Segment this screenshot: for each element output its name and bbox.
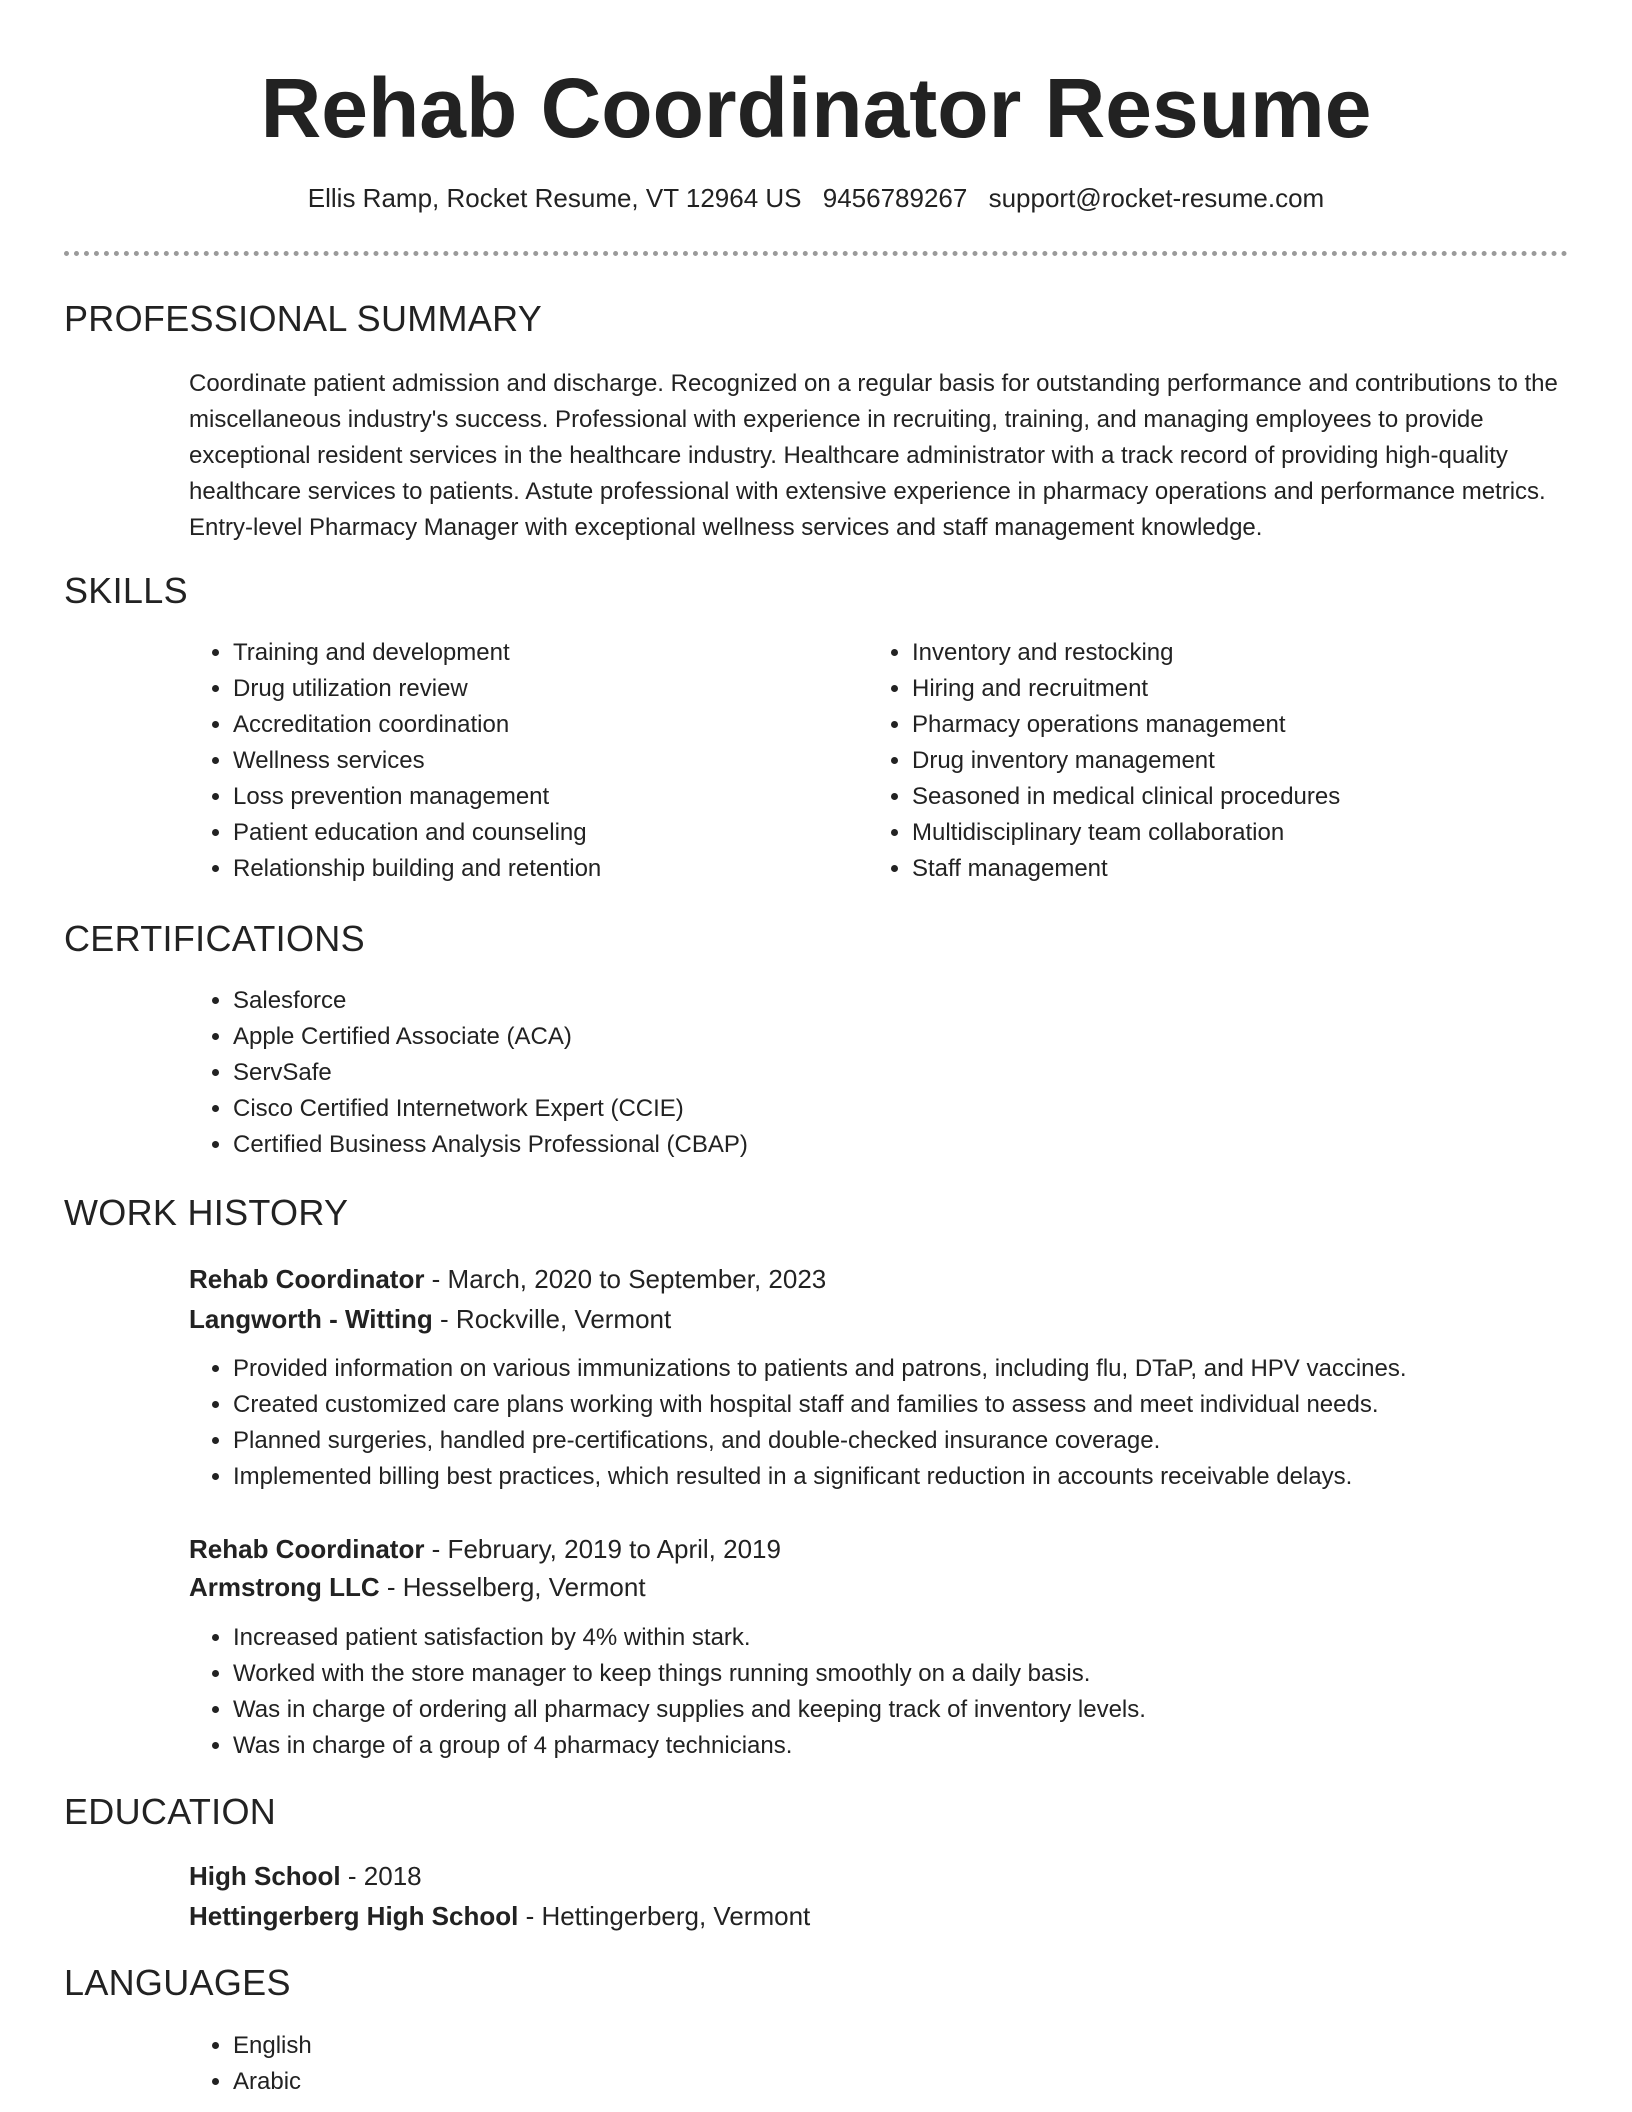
job-1-location: - Rockville, Vermont: [432, 1304, 672, 1334]
job-1-dates: - March, 2020 to September, 2023: [424, 1264, 827, 1294]
contact-phone: 9456789267: [822, 183, 968, 213]
list-item: • ServSafe: [233, 1055, 1533, 1091]
list-item: • Increased patient satisfaction by 4% within stark.: [233, 1620, 1613, 1656]
languages-list: [189, 2028, 833, 2100]
list-item: • Drug inventory management: [912, 743, 1592, 779]
list-item: • Training and development: [233, 635, 853, 671]
education-school-line: [189, 1897, 810, 1935]
job-2-dates: - February, 2019 to April, 2019: [424, 1534, 781, 1564]
job-1-company: Langworth - Witting: [189, 1304, 433, 1334]
list-item: • Cisco Certified Internetwork Expert (CCIE): [233, 1091, 1533, 1127]
skills-heading: SKILLS: [64, 570, 188, 611]
list-item: • Implemented billing best practices, which resulted in a significant reduction in accounts receivable delays.: [233, 1459, 1613, 1495]
job-2-company-line: [189, 1568, 646, 1606]
list-item: • Wellness services: [233, 743, 853, 779]
job-1-role: Rehab Coordinator: [189, 1264, 425, 1294]
languages-heading: LANGUAGES: [64, 1962, 291, 2003]
job-2-location: - Hesselberg, Vermont: [379, 1572, 646, 1602]
list-item: • Drug utilization review: [233, 671, 853, 707]
list-item: • Was in charge of a group of 4 pharmacy technicians.: [233, 1728, 1613, 1764]
list-item: • Worked with the store manager to keep things running smoothly on a daily basis.: [233, 1656, 1613, 1692]
list-item: • Patient education and counseling: [233, 815, 853, 851]
education-heading: EDUCATION: [64, 1791, 277, 1832]
list-item: • English: [233, 2028, 833, 2064]
list-item: • Pharmacy operations management: [912, 707, 1592, 743]
work-history-heading: WORK HISTORY: [64, 1192, 349, 1233]
resume-title: Rehab Coordinator Resume: [260, 61, 1372, 155]
certifications-heading: CERTIFICATIONS: [64, 918, 365, 959]
certifications-list: [189, 983, 1533, 1163]
list-item: • Created customized care plans working with hospital staff and families to assess and meet individual needs.: [233, 1387, 1613, 1423]
education-year: - 2018: [340, 1861, 422, 1891]
list-item: • Seasoned in medical clinical procedures: [912, 779, 1592, 815]
skills-list-right: [868, 635, 1592, 887]
summary-text: Coordinate patient admission and discharge. Recognized on a regular basis for outstanding performance and contributions to the miscellaneous industry's success. Professional with experience in recruiting, training, and managing employees to provide exceptional resident services in the healthcare industry. Healthcare administrator with a track record of providing high-quality healthcare services to patients. Astute professional with extensive experience in pharmacy operations and performance metrics. Entry-level Pharmacy Manager with exceptional wellness services and staff management knowledge.: [189, 370, 1558, 541]
skills-list-left: [189, 635, 853, 887]
job-1-title-line: [189, 1260, 826, 1298]
job-1-company-line: [189, 1300, 671, 1338]
job-1-bullets: [189, 1351, 1613, 1495]
contact-line: [0, 180, 1632, 216]
job-2-role: Rehab Coordinator: [189, 1534, 425, 1564]
education-degree: High School: [189, 1861, 341, 1891]
job-2-title-line: [189, 1530, 781, 1568]
list-item: • Was in charge of ordering all pharmacy supplies and keeping track of inventory levels.: [233, 1692, 1613, 1728]
contact-address: Ellis Ramp, Rocket Resume, VT 12964 US: [307, 183, 802, 213]
education-location: - Hettingerberg, Vermont: [518, 1901, 811, 1931]
list-item: • Planned surgeries, handled pre-certifications, and double-checked insurance coverage.: [233, 1423, 1613, 1459]
education-school: Hettingerberg High School: [189, 1901, 519, 1931]
list-item: • Apple Certified Associate (ACA): [233, 1019, 1533, 1055]
list-item: • Salesforce: [233, 983, 1533, 1019]
list-item: • Loss prevention management: [233, 779, 853, 815]
job-2-company: Armstrong LLC: [189, 1572, 380, 1602]
list-item: • Inventory and restocking: [912, 635, 1592, 671]
list-item: • Relationship building and retention: [233, 851, 853, 887]
list-item: • Certified Business Analysis Professional (CBAP): [233, 1127, 1533, 1163]
list-item: • Arabic: [233, 2064, 833, 2100]
education-degree-line: [189, 1857, 422, 1895]
list-item: • Staff management: [912, 851, 1592, 887]
list-item: • Multidisciplinary team collaboration: [912, 815, 1592, 851]
job-2-bullets: [189, 1620, 1613, 1764]
list-item: • Accreditation coordination: [233, 707, 853, 743]
contact-email: support@rocket-resume.com: [988, 183, 1325, 213]
list-item: • Provided information on various immunizations to patients and patrons, including flu, DTaP, and HPV vaccines.: [233, 1351, 1613, 1387]
summary-heading: PROFESSIONAL SUMMARY: [64, 298, 543, 339]
list-item: • Hiring and recruitment: [912, 671, 1592, 707]
header-divider: [64, 251, 1568, 256]
